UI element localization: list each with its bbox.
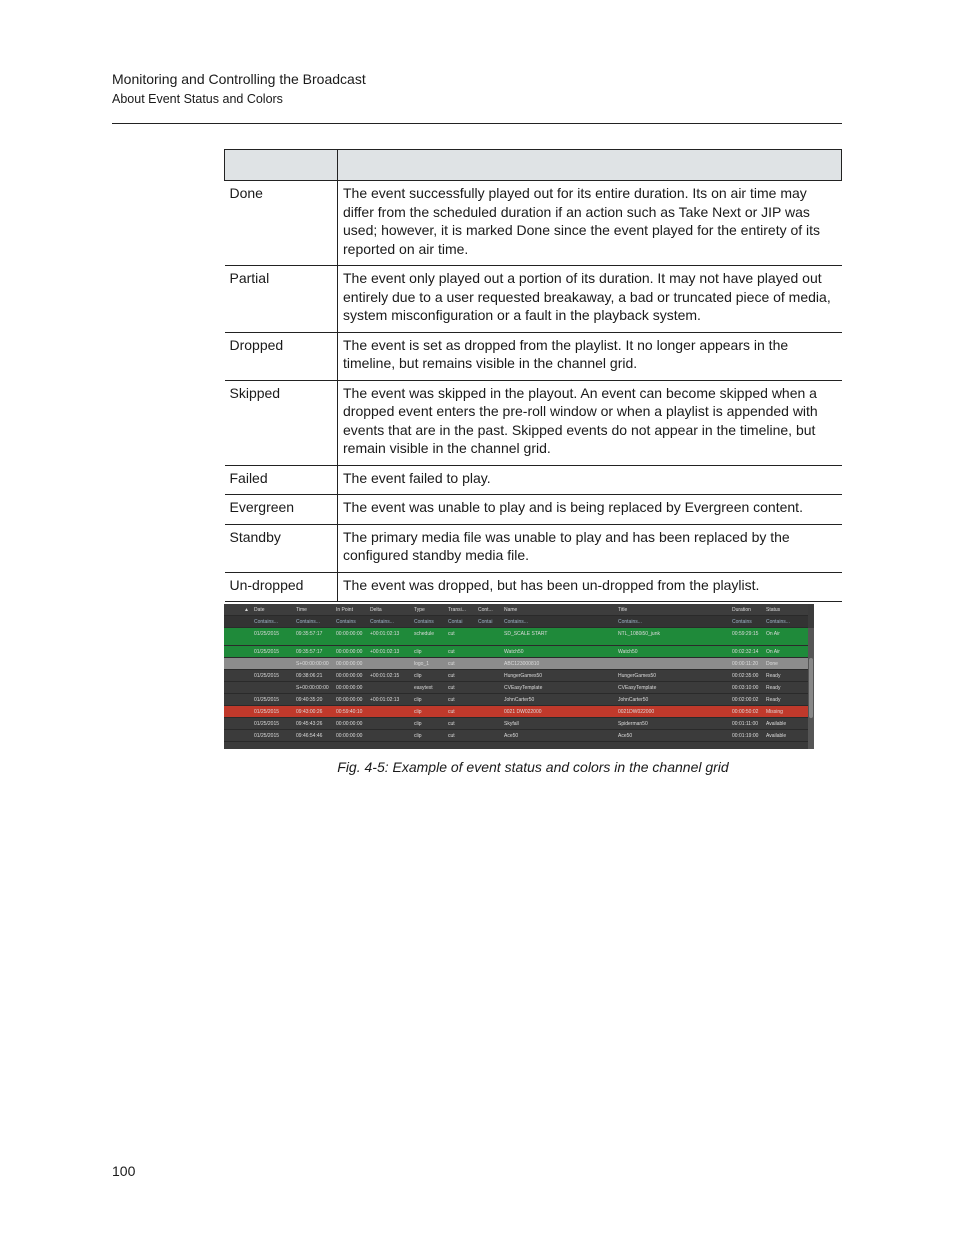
- grid-cell: Contains...: [766, 619, 790, 625]
- grid-cell: CVEasyTemplate: [618, 685, 657, 691]
- grid-row: [224, 706, 808, 718]
- running-head: [112, 70, 366, 108]
- grid-cell: Contains: [414, 619, 434, 625]
- grid-cell: cut: [448, 673, 455, 679]
- grid-cell: 00:03:10:00: [732, 685, 759, 691]
- grid-cell: cut: [448, 649, 455, 655]
- status-description-cell: The event only played out a portion of its duration. It may not have played out entirely due to a user requested breakaway, a bad or truncated piece of media, system misconfiguration or a fault in the playback system.: [338, 266, 842, 333]
- status-description-cell: The event successfully played out for its entire duration. Its on air time may differ from the scheduled duration if an action such as Take Next or JIP was used; however, it is marked Done since the event played for the entirety of its reported on air time.: [338, 181, 842, 266]
- grid-row: [224, 658, 808, 670]
- grid-cell: Spiderman50: [618, 721, 648, 727]
- grid-cell: 01/25/2015: [254, 697, 280, 703]
- header-cell-description: [338, 150, 842, 181]
- grid-cell: Date: [254, 607, 265, 613]
- chapter-title: Monitoring and Controlling the Broadcast: [112, 71, 366, 87]
- grid-row: [224, 670, 808, 682]
- grid-cell: In Point: [336, 607, 353, 613]
- grid-cell: Delta: [370, 607, 382, 613]
- grid-cell: clip: [414, 721, 422, 727]
- grid-cell: 01/25/2015: [254, 721, 280, 727]
- grid-cell: Title: [618, 607, 628, 613]
- grid-cell: Name: [504, 607, 518, 613]
- grid-cell: S+00:00:00:00: [296, 685, 329, 691]
- status-name-cell: Evergreen: [225, 495, 338, 525]
- status-description-cell: The event was skipped in the playout. An event can become skipped when a dropped event enters the pre-roll window or when a playlist is appended with events that are in the past. Skipped events do not appear in the timeline, but remain visible in the channel grid.: [338, 380, 842, 465]
- status-name-cell: Partial: [225, 266, 338, 333]
- grid-cell: On Air: [766, 631, 780, 637]
- grid-row: [224, 646, 808, 658]
- grid-cell: logo_1: [414, 661, 430, 667]
- grid-cell: 00:59:40:10: [336, 709, 363, 715]
- status-description-cell: The event failed to play.: [338, 465, 842, 495]
- grid-cell: Ace50: [618, 733, 633, 739]
- grid-row: [224, 730, 808, 742]
- grid-cell: 09:43:00:26: [296, 709, 323, 715]
- grid-cell: +00:01:02:13: [370, 697, 400, 703]
- grid-cell: Duration: [732, 607, 751, 613]
- section-title: About Event Status and Colors: [112, 92, 283, 106]
- grid-cell: schedule: [414, 631, 435, 637]
- grid-cell: 01/25/2015: [254, 733, 280, 739]
- grid-cell: HungerGames50: [618, 673, 657, 679]
- grid-cell: Available: [766, 721, 787, 727]
- grid-scrollbar-thumb: [809, 658, 813, 718]
- grid-cell: Contains...: [254, 619, 278, 625]
- grid-cell: 00:00:00:00: [336, 685, 363, 691]
- grid-cell: JohnCarter50: [504, 697, 535, 703]
- grid-cell: Done: [766, 661, 778, 667]
- grid-cell: Ready: [766, 673, 781, 679]
- grid-cell: 00:01:19:00: [732, 733, 759, 739]
- status-name-cell: Skipped: [225, 380, 338, 465]
- table-header-row: [225, 150, 842, 181]
- grid-scrollbar: [808, 628, 814, 749]
- grid-cell: 00:00:00:00: [336, 721, 363, 727]
- grid-filter-row: [224, 616, 808, 628]
- grid-cell: clip: [414, 733, 422, 739]
- grid-cell: 00:00:00:00: [336, 697, 363, 703]
- grid-cell: 0021DW022000: [618, 709, 655, 715]
- table-row: [225, 524, 842, 572]
- grid-cell: cut: [448, 685, 455, 691]
- grid-cell: cut: [448, 631, 455, 637]
- status-description-cell: The event is set as dropped from the playlist. It no longer appears in the timeline, but remains visible in the channel grid.: [338, 332, 842, 380]
- grid-cell: Watch50: [618, 649, 638, 655]
- grid-cell: CVEasyTemplate: [504, 685, 543, 691]
- grid-row: [224, 718, 808, 730]
- grid-cell: 00:02:35:00: [732, 673, 759, 679]
- grid-cell: Contains: [732, 619, 752, 625]
- table-row: [225, 181, 842, 266]
- grid-cell: Contai: [448, 619, 463, 625]
- grid-cell: 00:02:00:02: [732, 697, 759, 703]
- grid-cell: 00:00:00:00: [336, 733, 363, 739]
- grid-cell: Contains...: [370, 619, 394, 625]
- event-status-table: [224, 149, 842, 602]
- grid-cell: clip: [414, 673, 422, 679]
- grid-cell: +00:01:02:15: [370, 673, 400, 679]
- table-row: [225, 266, 842, 333]
- grid-cell: Type: [414, 607, 425, 613]
- grid-cell: S+00:00:00:00: [296, 661, 329, 667]
- grid-cell: Contains...: [618, 619, 642, 625]
- grid-row: [224, 628, 808, 646]
- status-name-cell: Standby: [225, 524, 338, 572]
- grid-cell: Status: [766, 607, 781, 613]
- grid-cell: cut: [448, 733, 455, 739]
- grid-cell: Skyfall: [504, 721, 519, 727]
- header-cell-status: [225, 150, 338, 181]
- grid-header-row: [224, 604, 808, 616]
- table-row: [225, 572, 842, 602]
- grid-cell: cut: [448, 661, 455, 667]
- grid-cell: +00:01:02:13: [370, 631, 400, 637]
- grid-cell: On Air: [766, 649, 780, 655]
- grid-cell: Transi...: [448, 607, 466, 613]
- grid-cell: 00:00:11:20: [732, 661, 759, 667]
- grid-cell: 09:40:35:20: [296, 697, 323, 703]
- grid-cell: cut: [448, 709, 455, 715]
- channel-grid-screenshot: [224, 604, 814, 749]
- grid-cell: 00:00:00:00: [336, 631, 363, 637]
- grid-cell: Time: [296, 607, 307, 613]
- grid-cell: +00:01:02:13: [370, 649, 400, 655]
- grid-cell: 01/25/2015: [254, 709, 280, 715]
- status-name-cell: Dropped: [225, 332, 338, 380]
- grid-cell: easytext: [414, 685, 433, 691]
- grid-cell: 09:45:43:26: [296, 721, 323, 727]
- grid-cell: 09:38:06:21: [296, 673, 323, 679]
- grid-cell: HungerGames50: [504, 673, 543, 679]
- grid-cell: Ready: [766, 685, 781, 691]
- grid-cell: clip: [414, 697, 422, 703]
- status-description-cell: The event was dropped, but has been un-dropped from the playlist.: [338, 572, 842, 602]
- grid-cell: Cont...: [478, 607, 493, 613]
- grid-cell: 01/25/2015: [254, 649, 280, 655]
- table-row: [225, 495, 842, 525]
- grid-cell: 00:01:11:00: [732, 721, 759, 727]
- grid-cell: 01/25/2015: [254, 631, 280, 637]
- grid-cell: 09:35:57:17: [296, 631, 323, 637]
- status-name-cell: Done: [225, 181, 338, 266]
- grid-cell: clip: [414, 649, 422, 655]
- grid-cell: 00:02:32:14: [732, 649, 759, 655]
- grid-cell: Contains...: [504, 619, 528, 625]
- grid-cell: 00:59:29:15: [732, 631, 759, 637]
- page-number: 100: [112, 1163, 136, 1179]
- sort-arrow-icon: ▲: [244, 607, 249, 613]
- grid-cell: 00:00:00:00: [336, 661, 363, 667]
- status-name-cell: Un-dropped: [225, 572, 338, 602]
- grid-row: [224, 694, 808, 706]
- grid-cell: SD_SCALE START: [504, 631, 548, 637]
- grid-cell: 09:46:54:46: [296, 733, 323, 739]
- grid-cell: ABC123000810: [504, 661, 540, 667]
- grid-cell: NTL_1080i50_junk: [618, 631, 660, 637]
- grid-cell: JohnCarter50: [618, 697, 649, 703]
- grid-cell: Contains...: [296, 619, 320, 625]
- status-name-cell: Failed: [225, 465, 338, 495]
- grid-cell: 00:00:50:02: [732, 709, 759, 715]
- grid-cell: Missing: [766, 709, 783, 715]
- header-rule: [112, 123, 842, 124]
- grid-row: [224, 682, 808, 694]
- grid-cell: Contai: [478, 619, 493, 625]
- table-row: [225, 465, 842, 495]
- table-row: [225, 332, 842, 380]
- grid-cell: Ready: [766, 697, 781, 703]
- grid-cell: Available: [766, 733, 787, 739]
- grid-cell: 09:35:57:17: [296, 649, 323, 655]
- grid-cell: Contains: [336, 619, 356, 625]
- grid-cell: Ace50: [504, 733, 519, 739]
- grid-cell: 00:00:00:00: [336, 673, 363, 679]
- grid-cell: 01/25/2015: [254, 673, 280, 679]
- status-description-cell: The primary media file was unable to play and has been replaced by the configured standby media file.: [338, 524, 842, 572]
- figure-caption: Fig. 4-5: Example of event status and colors in the channel grid: [337, 759, 729, 775]
- grid-cell: 00:00:00:00: [336, 649, 363, 655]
- status-description-cell: The event was unable to play and is being replaced by Evergreen content.: [338, 495, 842, 525]
- table-row: [225, 380, 842, 465]
- grid-cell: cut: [448, 697, 455, 703]
- grid-cell: cut: [448, 721, 455, 727]
- grid-cell: 0021 DW022000: [504, 709, 542, 715]
- grid-cell: Watch50: [504, 649, 524, 655]
- grid-cell: clip: [414, 709, 422, 715]
